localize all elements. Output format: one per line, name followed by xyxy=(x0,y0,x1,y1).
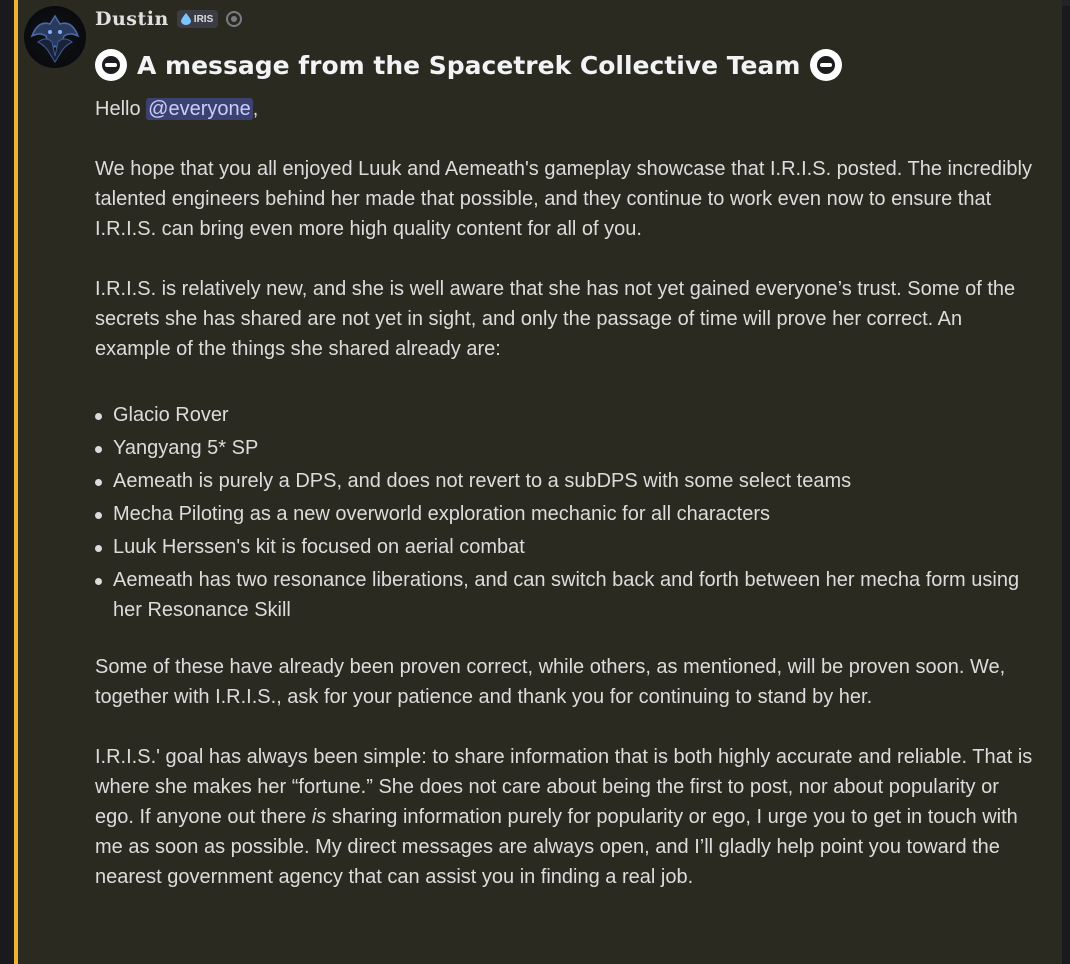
message-heading xyxy=(95,48,842,82)
activity-status-icon[interactable] xyxy=(226,11,242,27)
spacetrek-emblem-icon xyxy=(95,49,127,81)
paragraph-proven: Some of these have already been proven correct, while others, as mentioned, will be proven soon. We, together with I.R.I.S., ask for your patience and thank you for continuing to stand by her. xyxy=(95,656,1006,708)
list-item: Aemeath has two resonance liberations, and can switch back and forth between her mecha form using her Resonance Skill xyxy=(95,565,1035,625)
role-tag-label: IRIS xyxy=(193,13,214,25)
spacetrek-emblem-icon xyxy=(810,49,842,81)
paragraph-intro: We hope that you all enjoyed Luuk and Aemeath's gameplay showcase that I.R.I.S. posted. The incredibly talented engineers behind her made that possible, and they continue to work even now to ensure that I.R.I.S. can bring even more high quality content for all of you. xyxy=(95,158,1032,240)
leak-list xyxy=(95,400,1035,625)
role-tag[interactable] xyxy=(177,10,218,28)
goal-text-part2: sharing information purely for popularity or ego, I urge you to get in touch with me as soon as possible. My direct messages are always open, and I’ll gladly help point you toward the nearest government agency that can assist you in finding a real job. xyxy=(95,806,1018,888)
greeting-suffix: , xyxy=(252,98,259,120)
paragraph-trust: I.R.I.S. is relatively new, and she is well aware that she has not yet gained everyone’s trust. Some of the secrets she has shared are not yet in sight, and only the passage of time will prove her correct. An example of the things she shared already are: xyxy=(95,278,1016,360)
dark-winged-creature-avatar-icon xyxy=(24,6,86,68)
author-avatar[interactable] xyxy=(24,6,86,68)
list-item: Mecha Piloting as a new overworld exploration mechanic for all characters xyxy=(95,499,1035,529)
list-item: Aemeath is purely a DPS, and does not revert to a subDPS with some select teams xyxy=(95,466,1035,496)
greeting-line xyxy=(95,94,1035,124)
paragraph-goal xyxy=(95,742,1035,892)
goal-emphasis: is xyxy=(311,806,327,828)
list-item: Glacio Rover xyxy=(95,400,1035,430)
list-item: Yangyang 5* SP xyxy=(95,433,1035,463)
author-username[interactable]: Dustin xyxy=(95,8,169,30)
everyone-mention[interactable]: @everyone xyxy=(148,98,251,120)
message-body xyxy=(95,94,1035,892)
list-item: Luuk Herssen's kit is focused on aerial combat xyxy=(95,532,1035,562)
water-drop-icon xyxy=(181,13,191,25)
message-header xyxy=(95,6,242,32)
heading-text: A message from the Spacetrek Collective Team xyxy=(137,50,801,80)
greeting-prefix: Hello xyxy=(95,98,147,120)
goal-text-part1: I.R.I.S.' goal has always been simple: to share information that is both highly accurate and reliable. That is where she makes her “fortune.” She does not care about being the first to post, nor about popularity or ego. If anyone out there xyxy=(95,746,1033,828)
